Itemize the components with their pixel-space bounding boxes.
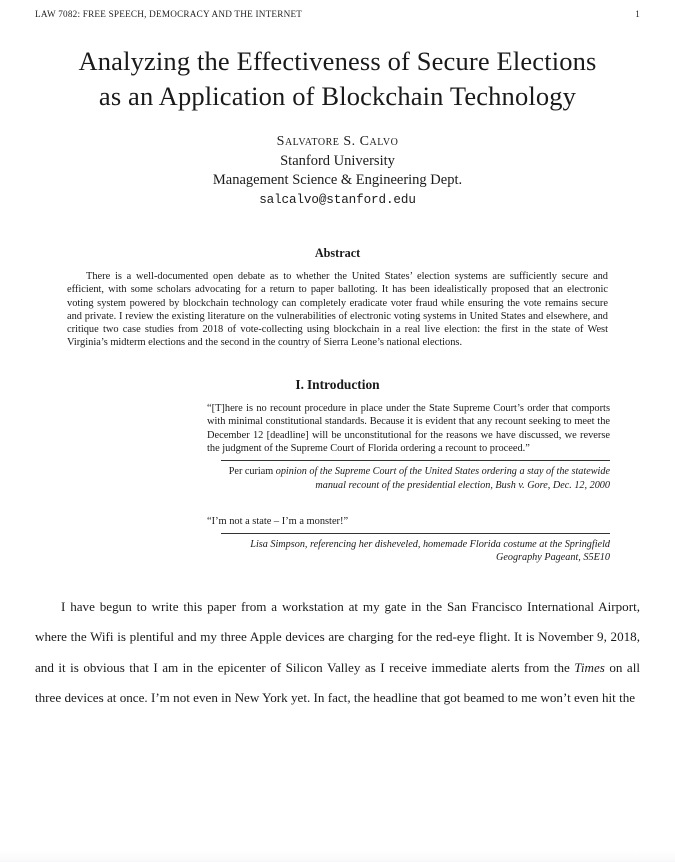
epigraph-divider [221, 533, 610, 534]
paper-title [35, 44, 640, 114]
paragraph-italic-times: Times [574, 659, 605, 675]
epigraph-attribution-italic: opinion of the Supreme Court of the United States ordering a stay of the statewide manual recount of the presidential election, Bush v. Gore, Dec. 12, 2000 [275, 466, 610, 491]
epigraph-quote: “I’m not a state – I’m a monster!” [207, 515, 349, 527]
paragraph-text-part-2: on all three devices at once. I’m not even in New York yet. In fact, the headline that got beamed to me won’t even hit the [35, 659, 640, 706]
epigraph-attribution-roman: Per curiam [228, 466, 274, 478]
author-email[interactable]: salcalvo@stanford.edu [259, 192, 416, 207]
section-heading-introduction [35, 377, 640, 393]
epigraph-attribution-italic: Lisa Simpson, referencing her disheveled, homemade Florida costume at the Springfield Geography Pageant, S5E10 [250, 539, 610, 564]
epigraph-quote: “[T]here is no recount procedure in place under the State Supreme Court’s order that comports with minimal constitutional standards. Because it is evident that any recount seeking to meet the December 12 [deadline] will be unconstitutional for the reasons we have discussed, we reverse the judgment of the Supreme Court of Florida ordering a recount to proceed.” [207, 402, 610, 454]
running-header [35, 0, 640, 19]
page-bottom-edge [0, 850, 675, 862]
abstract-text: There is a well-documented open debate as to whether the United States’ election systems are sufficiently secure and efficient, with some scholars advocating for a return to paper balloting. It has been idealistically proposed that an electronic voting system powered by blockchain technology can completely eradicate voter fraud while ensuring the vote remains secure and private. I review the existing literature on the vulnerabilities of electronic voting systems in United States and elsewhere, and critique two case studies from 2018 of vote-collecting using blockchain in a real live election: the first in the state of West Virginia’s midterm elections and the second in the country of Sierra Leone’s national elections. [67, 271, 608, 349]
paper-title-line-2: as an Application of Blockchain Technology [98, 81, 577, 111]
running-header-course-title: LAW 7082: FREE SPEECH, DEMOCRACY AND THE INTERNET [35, 9, 303, 19]
abstract-section [67, 210, 608, 350]
author-department: Management Science & Engineering Dept. [212, 172, 463, 188]
abstract-heading: Abstract [314, 246, 361, 260]
author-block [35, 132, 640, 210]
epigraph-divider [221, 460, 610, 461]
author-name: Salvatore S. Calvo [276, 134, 399, 149]
author-university: Stanford University [280, 152, 395, 169]
paper-title-line-1: Analyzing the Effectiveness of Secure Elections [78, 46, 597, 76]
introduction-paragraph [35, 592, 640, 714]
section-title: Introduction [306, 376, 380, 392]
page-number: 1 [635, 9, 640, 19]
epigraph-attribution [207, 538, 610, 564]
epigraph-lisa-simpson [207, 515, 610, 565]
epigraph-bush-v-gore [207, 402, 610, 492]
epigraph-attribution [207, 465, 610, 491]
section-number: I. [295, 376, 304, 392]
paragraph-text-part-1: I have begun to write this paper from a workstation at my gate in the San Francisco International Airport, where the Wifi is plentiful and my three Apple devices are charging for the red-eye flight. It is November 9, 2018, and it is obvious that I am in the epicenter of Silicon Valley as I receive immediate alerts from the [35, 598, 640, 675]
